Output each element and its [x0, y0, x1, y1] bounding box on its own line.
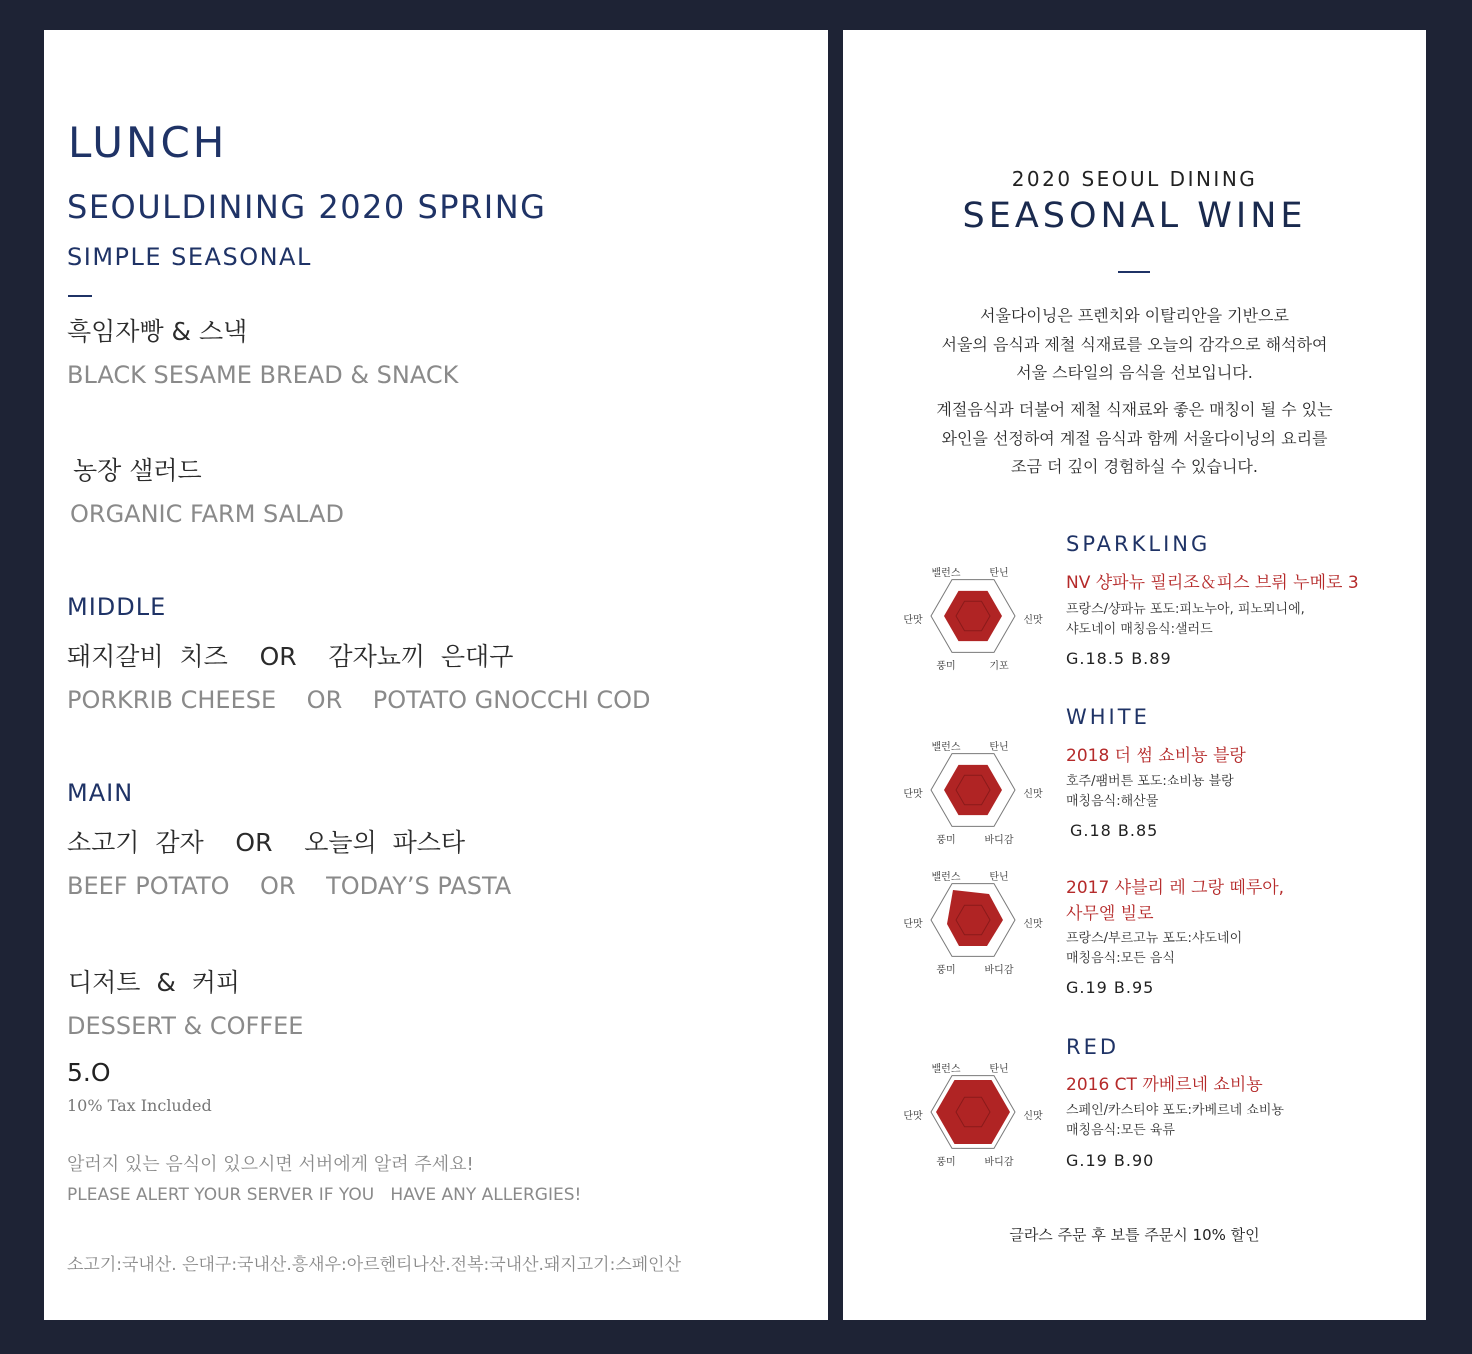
chart-profile-area [944, 591, 1002, 641]
wine-description [1066, 600, 1305, 640]
chart-axis-label: 밸런스 [931, 742, 961, 753]
chart-axis-label: 탄닌 [989, 872, 1009, 883]
category-white: WHITE [1066, 705, 1150, 729]
wine-menu-panel [843, 30, 1426, 1320]
main-item-kr: 소고기 감자 OR 오늘의 파스타 [67, 828, 466, 857]
course-item-en: BLACK SESAME BREAD & SNACK [67, 361, 459, 389]
chart-axis-label: 탄닌 [989, 1064, 1009, 1075]
allergy-note-en: PLEASE ALERT YOUR SERVER IF YOU HAVE ANY ALLERGIES! [67, 1185, 582, 1205]
chart-profile-area [936, 1080, 1010, 1144]
chart-axis-label: 풍미 [936, 965, 956, 976]
intro-line: 조금 더 깊이 경험하실 수 있습니다. [1011, 457, 1258, 476]
wine-desc-line: 매칭음식:모든 육류 [1066, 1123, 1175, 1138]
chart-axis-label: 풍미 [936, 1157, 956, 1168]
intro-line: 서울다이닝은 프렌치와 이탈리안을 기반으로 [980, 306, 1289, 325]
lunch-menu-panel [44, 30, 828, 1320]
chart-axis-label: 바디감 [984, 835, 1014, 846]
wine-profile-chart [898, 871, 1048, 987]
season-subtitle: SEOULDINING 2020 SPRING [67, 188, 547, 226]
chart-axis-label: 단맛 [903, 1111, 923, 1122]
wine-desc-line: 샤도네이 매칭음식:샐러드 [1066, 622, 1213, 637]
wine-name: NV 샹파뉴 필리조＆피스 브뤼 누메로 3 [1066, 573, 1359, 593]
chart-axis-label: 풍미 [936, 835, 956, 846]
chart-axis-label: 밸런스 [931, 568, 961, 579]
main-label: MAIN [67, 779, 134, 807]
wine-desc-line: 프랑스/샹파뉴 포도:피노누아, 피노뫼니에, [1066, 602, 1305, 617]
chart-axis-label: 바디감 [984, 1157, 1014, 1168]
wine-price: G.18 B.85 [1070, 821, 1159, 840]
chart-axis-label: 신맛 [1023, 1111, 1043, 1122]
wine-desc-line: 스페인/카스티야 포도:카베르네 쇼비뇽 [1066, 1103, 1284, 1118]
lunch-title: LUNCH [68, 118, 228, 167]
chart-profile-area [947, 890, 1003, 946]
wine-description [1066, 1101, 1284, 1141]
intro-line: 계절음식과 더불어 제철 식재료와 좋은 매칭이 될 수 있는 [936, 400, 1333, 419]
tax-note: 10% Tax Included [67, 1096, 212, 1115]
category-sparkling: SPARKLING [1066, 532, 1211, 556]
wine-price: G.18.5 B.89 [1066, 649, 1172, 668]
wine-desc-line: 호주/팸버튼 포도:쇼비뇽 블랑 [1066, 774, 1234, 789]
middle-label: MIDDLE [67, 593, 167, 621]
intro-line: 서울 스타일의 음식을 선보입니다. [1016, 363, 1253, 382]
main-item-en: BEEF POTATO OR TODAY’S PASTA [67, 872, 512, 900]
wine-desc-line: 프랑스/부르고뉴 포도:샤도네이 [1066, 931, 1243, 946]
category-red: RED [1066, 1035, 1120, 1059]
wine-name-line-2: 사무엘 빌로 [1066, 904, 1154, 924]
wine-discount-note: 글라스 주문 후 보틀 주문시 10% 할인 [1009, 1226, 1260, 1244]
wine-intro-paragraph-2 [843, 396, 1426, 482]
wine-intro-paragraph-1 [843, 302, 1426, 388]
chart-axis-label: 탄닌 [989, 568, 1009, 579]
wine-header-large: SEASONAL WINE [962, 196, 1307, 236]
chart-profile-area [944, 765, 1002, 815]
wine-name: 2017 샤블리 레 그랑 떼루아, [1066, 878, 1285, 898]
chart-axis-label: 바디감 [984, 965, 1014, 976]
wine-desc-line: 매칭음식:모든 음식 [1066, 951, 1175, 966]
intro-line: 와인을 선정하여 계절 음식과 함께 서울다이닝의 요리를 [941, 428, 1328, 448]
chart-axis-label: 풍미 [936, 661, 956, 672]
wine-description [1066, 929, 1242, 969]
wine-desc-line: 매칭음식:해산물 [1066, 794, 1159, 809]
course-price: 5.O [67, 1058, 111, 1087]
course-item-kr: 농장 샐러드 [73, 456, 202, 485]
wine-name: 2016 CT 까베르네 쇼비뇽 [1066, 1075, 1263, 1095]
divider-dash [68, 295, 92, 297]
course-item-en: ORGANIC FARM SALAD [70, 500, 344, 528]
chart-axis-label: 단맛 [903, 919, 923, 930]
allergy-note-kr: 알러지 있는 음식이 있으시면 서버에게 알려 주세요! [67, 1154, 474, 1175]
chart-axis-label: 신맛 [1023, 919, 1043, 930]
wine-name: 2018 더 썸 쇼비뇽 블랑 [1066, 746, 1246, 766]
divider-dash [1118, 271, 1150, 273]
origin-note: 소고기:국내산. 은대구:국내산.흥새우:아르헨티나산.전복:국내산.돼지고기:스페인산 [67, 1255, 682, 1275]
middle-item-kr: 돼지갈비 치즈 OR 감자뇨끼 은대구 [67, 642, 514, 671]
wine-price: G.19 B.95 [1066, 978, 1155, 997]
wine-header-small: 2020 SEOUL DINING [1011, 167, 1258, 191]
chart-axis-label: 탄닌 [989, 742, 1009, 753]
wine-description [1066, 772, 1234, 812]
dessert-en: DESSERT & COFFEE [67, 1012, 304, 1040]
wine-price: G.19 B.90 [1066, 1151, 1155, 1170]
wine-profile-chart [898, 567, 1048, 683]
course-item-kr: 흑임자빵 & 스낵 [67, 317, 248, 346]
chart-axis-label: 밸런스 [931, 872, 961, 883]
dessert-kr: 디저트 & 커피 [68, 968, 241, 997]
chart-axis-label: 단맛 [903, 789, 923, 800]
middle-item-en: PORKRIB CHEESE OR POTATO GNOCCHI COD [67, 686, 651, 714]
intro-line: 서울의 음식과 제철 식재료를 오늘의 감각으로 해석하여 [941, 334, 1328, 354]
chart-axis-label: 밸런스 [931, 1064, 961, 1075]
wine-profile-chart [898, 741, 1048, 857]
chart-axis-label: 신맛 [1023, 789, 1043, 800]
chart-axis-label: 기포 [989, 661, 1009, 672]
chart-axis-label: 단맛 [903, 615, 923, 626]
wine-profile-chart [898, 1063, 1048, 1179]
course-name: SIMPLE SEASONAL [67, 243, 312, 271]
chart-axis-label: 신맛 [1023, 615, 1043, 626]
